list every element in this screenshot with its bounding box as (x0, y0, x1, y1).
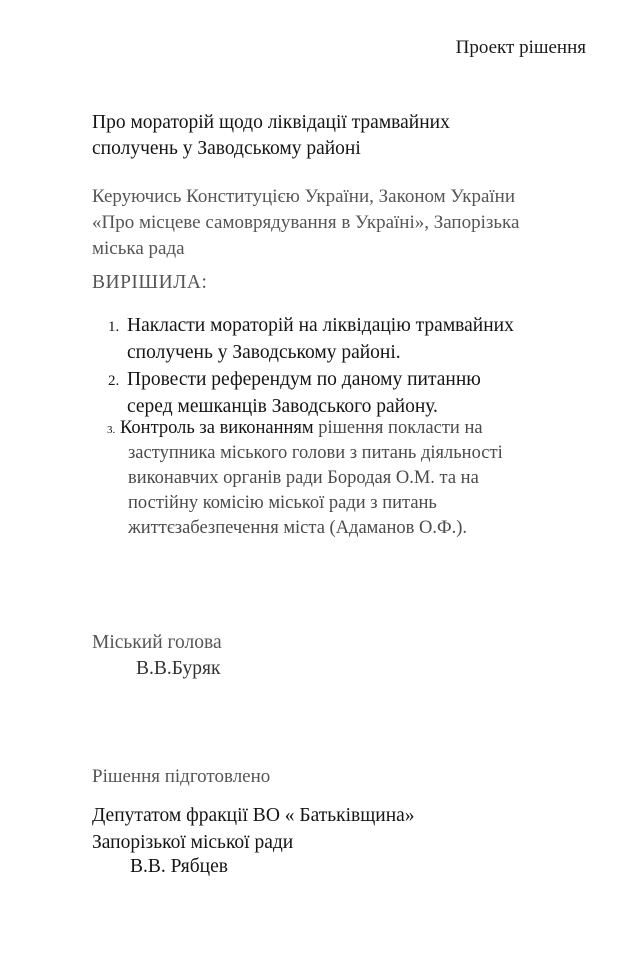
item-1-line-1: Накласти мораторій на ліквідацію трамвайних (127, 315, 514, 336)
preamble-line-3: міська рада (92, 238, 185, 259)
title-line-1: Про мораторій щодо ліквідації трамвайних (92, 112, 450, 133)
decided-heading: ВИРІШИЛА: (92, 272, 208, 293)
decision-item-3 (107, 416, 503, 541)
document-title (92, 110, 450, 162)
item-3-line-1 (120, 416, 503, 441)
preamble-line-1: Керуючись Конституцією України, Законом України (92, 186, 515, 207)
title-line-2: сполучень у Заводському районі (92, 138, 361, 159)
deputy-info (92, 802, 415, 856)
prepared-by-label: Рішення підготовлено (92, 766, 271, 787)
item-2-line-2: серед мешканців Заводського району. (127, 396, 438, 417)
decision-item-2 (108, 366, 481, 420)
deputy-line-2: Запорізької міської ради (92, 832, 294, 853)
item-2-line-1: Провести референдум по даному питанню (127, 369, 481, 390)
preamble (92, 184, 519, 262)
item-3-line-4: постійну комісію міської ради з питань (128, 493, 437, 513)
item-number: 2. (108, 373, 120, 389)
mayor-title: Міський голова (92, 632, 222, 653)
item-3-line-5: життєзабезпечення міста (Адаманов О.Ф.). (128, 518, 467, 538)
deputy-line-1: Депутатом фракції ВО « Батьківщина» (92, 805, 415, 826)
item-3-lead-rest: рішення покласти на (313, 418, 483, 438)
decision-item-1 (108, 312, 514, 366)
mayor-name: В.В.Буряк (136, 658, 221, 679)
draft-label: Проект рішення (455, 37, 586, 58)
item-3-line-3: виконавчих органів ради Бородая О.М. та на (128, 468, 479, 488)
item-3-line-2: заступника міського голови з питань діяльності (128, 443, 503, 463)
preamble-line-2: «Про місцеве самоврядування в Україні», Запорізька (92, 212, 520, 233)
item-number: 3. (107, 424, 116, 436)
deputy-name: В.В. Рябцев (130, 856, 228, 877)
item-3-lead: Контроль за виконанням (120, 418, 314, 438)
item-1-line-2: сполучень у Заводському районі. (127, 342, 401, 363)
item-number: 1. (108, 319, 120, 335)
